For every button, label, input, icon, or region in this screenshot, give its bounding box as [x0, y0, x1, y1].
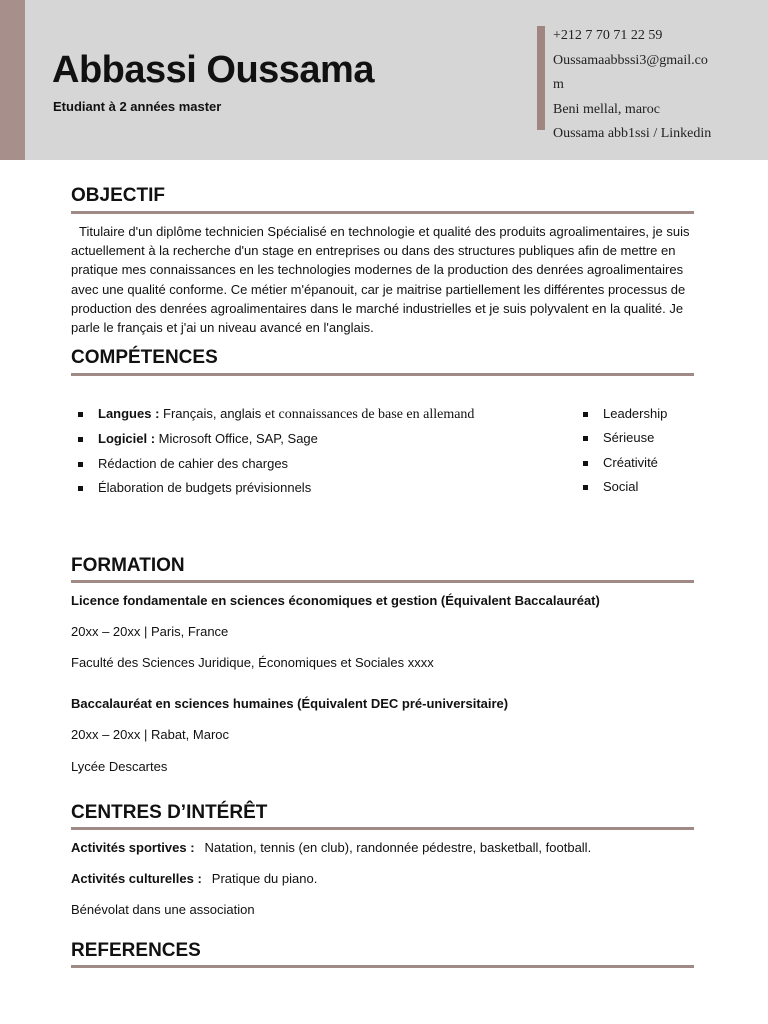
degree-school: Lycée Descartes — [71, 759, 168, 774]
candidate-name: Abbassi Oussama — [52, 49, 374, 91]
soft-skill-item: Leadership — [583, 402, 667, 426]
skill-label: Langues : — [98, 406, 160, 421]
skill-text: Élaboration de budgets prévisionnels — [98, 479, 312, 495]
interest-label: Activités culturelles : — [71, 871, 202, 886]
header-accent-left — [0, 0, 25, 160]
section-title-competences: COMPÉTENCES — [71, 347, 218, 368]
section-rule-references — [71, 965, 694, 968]
skill-item — [78, 427, 474, 451]
soft-skills-list — [583, 402, 667, 499]
degree-school: Faculté des Sciences Juridique, Économiques et Sociales xxxx — [71, 655, 434, 670]
section-rule-formation — [71, 580, 694, 583]
skill-label: Logiciel : — [98, 431, 156, 447]
degree-dates: 20xx – 20xx | Paris, France — [71, 624, 229, 639]
soft-skill-item: Social — [583, 475, 667, 499]
section-title-objectif: OBJECTIF — [71, 185, 165, 206]
degree-title: Baccalauréat en sciences humaines (Équivalent DEC pré-universitaire) — [71, 696, 509, 711]
contact-address: Beni mellal, maroc — [553, 101, 660, 117]
interest-label: Activités sportives : — [71, 840, 195, 855]
skill-item — [78, 402, 474, 427]
contact-accent-bar — [537, 26, 545, 130]
skill-item — [78, 476, 474, 500]
section-rule-competences — [71, 373, 694, 376]
skill-text: Rédaction de cahier des charges — [98, 455, 289, 471]
skill-text: Français, anglais — [159, 406, 265, 421]
degree-title: Licence fondamentale en sciences économiques et gestion (Équivalent Baccalauréat) — [71, 593, 600, 608]
interest-text: Natation, tennis (en club), randonnée pédestre, basketball, football. — [204, 840, 592, 855]
candidate-subtitle: Etudiant à 2 années master — [53, 99, 222, 114]
section-title-interets: CENTRES D’INTÉRÊT — [71, 802, 268, 823]
skill-item — [78, 452, 474, 476]
skill-text: Microsoft Office, SAP, Sage — [155, 431, 318, 447]
skill-text-serif: et connaissances de base en allemand — [264, 407, 475, 422]
section-rule-objectif — [71, 211, 694, 214]
skills-list — [78, 402, 474, 500]
interest-sport — [71, 839, 591, 857]
interest-volunteer: Bénévolat dans une association — [71, 902, 255, 917]
interest-culture — [71, 870, 317, 888]
interest-text: Pratique du piano. — [211, 871, 318, 886]
section-title-formation: FORMATION — [71, 555, 185, 576]
section-rule-interets — [71, 827, 694, 830]
contact-block — [553, 24, 713, 147]
soft-skill-item: Sérieuse — [583, 426, 667, 450]
contact-phone: +212 7 70 71 22 59 — [553, 28, 663, 43]
objective-paragraph: Titulaire d'un diplôme technicien Spécialisé en technologie et qualité des produits agroalimentaires, je suis actuellement à la recherche d'un stage en entreprises ou dans des structures publiques afin de mettre en pratique mes connaissances en les technologies modernes de la production des denrées agroalimentaires avec une qualité conforme. Ce métier m'épanouit, car je maitrise partiellement les différentes processus de production des denrées agroalimentaires dans le marché industrielles et je suis polyvalent en la qualité. Je parle le français et j'ai un niveau avancé en l'anglais. — [71, 224, 690, 336]
soft-skill-item: Créativité — [583, 451, 667, 475]
degree-dates: 20xx – 20xx | Rabat, Maroc — [71, 727, 230, 742]
contact-linkedin[interactable]: Oussama abb1ssi / Linkedin — [553, 126, 712, 141]
section-title-references: REFERENCES — [71, 940, 201, 961]
contact-email[interactable]: Oussamaabbssi3@gmail.com — [553, 52, 708, 92]
